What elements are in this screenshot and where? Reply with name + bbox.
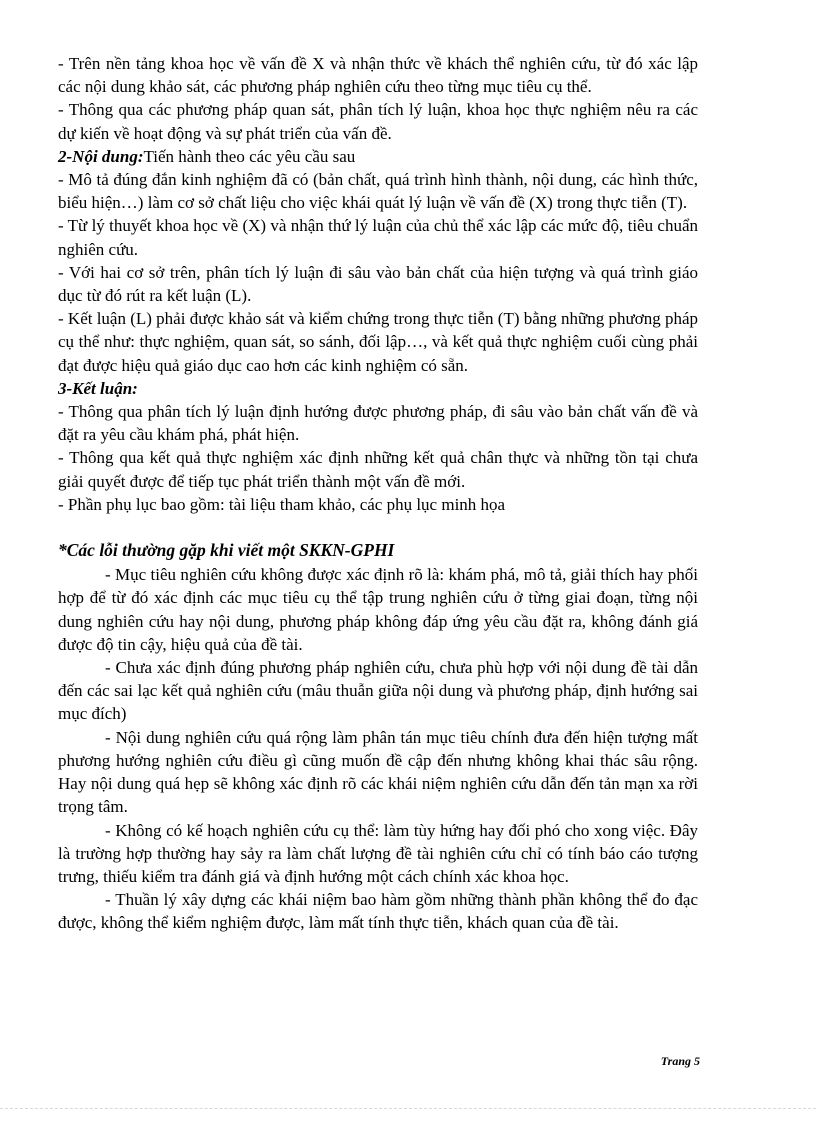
errors-paragraph-5: - Thuần lý xây dựng các khái niệm bao hàm gồm những thành phần không thể đo đạc được, không thể kiểm nghiệm được, làm mất tính thực tiễn, khách quan của đề tài. <box>58 890 698 933</box>
section-2-heading-tail: Tiến hành theo các yêu cầu sau <box>143 146 356 166</box>
section-3-paragraph-2: - Thông qua kết quả thực nghiệm xác định những kết quả chân thực và những tồn tại chưa giải quyết được để tiếp tục phát triển thành một vấn đề mới. <box>58 448 698 491</box>
section-2-paragraph-3: - Với hai cơ sở trên, phân tích lý luận đi sâu vào bản chất của hiện tượng và quá trình giáo dục từ đó rút ra kết luận (L). <box>58 262 698 306</box>
section-2-paragraph-1: - Mô tả đúng đắn kinh nghiệm đã có (bản chất, quá trình hình thành, nội dung, các hình thức, biểu hiện…) làm cơ sở chất liệu cho việc khái quát lý luận về vấn đề (X) trong thực tiễn (T). <box>58 170 698 213</box>
paragraph-intro-2: - Thông qua các phương pháp quan sát, phân tích lý luận, khoa học thực nghiệm nêu ra các dự kiến về hoạt động và sự phát triển của vấn đề. <box>58 100 698 143</box>
page-bottom-divider <box>0 1108 816 1109</box>
page-number: Trang 5 <box>660 1054 700 1068</box>
section-2-paragraph-2: - Từ lý thuyết khoa học về (X) và nhận thứ lý luận của chủ thể xác lập các mức độ, tiêu chuẩn nghiên cứu. <box>58 216 698 259</box>
document-page <box>58 52 698 935</box>
section-3-paragraph-1: - Thông qua phân tích lý luận định hướng được phương pháp, đi sâu vào bản chất vấn đề và đặt ra yêu cầu khám phá, phát hiện. <box>58 402 698 445</box>
section-2-heading-line <box>58 145 698 168</box>
errors-paragraph-1: - Mục tiêu nghiên cứu không được xác định rõ là: khám phá, mô tả, giải thích hay phối hợp để từ đó xác định các mục tiêu cụ thể tập trung nghiên cứu ở từng giai đoạn, từng nội dung nghiên cứu hay nội dung, phương pháp không đáp ứng yêu cầu đặt ra, không đánh giá được độ tin cậy, hiệu quả của đề tài. <box>58 565 698 654</box>
errors-paragraph-4: - Không có kế hoạch nghiên cứu cụ thể: làm tùy hứng hay đối phó cho xong việc. Đây là trường hợp thường hay sảy ra làm chất lượng đề tài nghiên cứu chỉ có tính báo cáo tượng trưng, thiếu kiểm tra đánh giá và định hướng một cách chính xác khoa học. <box>58 820 698 886</box>
errors-paragraph-3: - Nội dung nghiên cứu quá rộng làm phân tán mục tiêu chính đưa đến hiện tượng mất phương hướng nghiên cứu điều gì cũng muốn đề cập đến nhưng không khai thác sâu rộng. Hay nội dung quá hẹp sẽ không xác định rõ các khái niệm nghiên cứu dẫn đến tản mạn xa rời trọng tâm. <box>58 727 698 817</box>
section-2-paragraph-4: - Kết luận (L) phải được khảo sát và kiểm chứng trong thực tiễn (T) bằng những phương pháp cụ thể như: thực nghiệm, quan sát, so sánh, đối lập…, và kết quả thực nghiệm cuối cùng phải đạt được hiệu quả giáo dục cao hơn các kinh nghiệm có sẵn. <box>58 309 698 375</box>
errors-section-heading: *Các lỗi thường gặp khi viết một SKKN-GPHI <box>58 540 395 561</box>
section-2-heading: 2-Nội dung: <box>58 146 144 166</box>
section-3-paragraph-3: - Phần phụ lục bao gồm: tài liệu tham khảo, các phụ lục minh họa <box>58 494 506 514</box>
paragraph-intro-1: - Trên nền tảng khoa học về vấn đề X và nhận thức về khách thể nghiên cứu, từ đó xác lập các nội dung khảo sát, các phương pháp nghiên cứu theo từng mục tiêu cụ thể. <box>58 54 698 97</box>
section-3-heading: 3-Kết luận: <box>58 378 138 398</box>
errors-paragraph-2: - Chưa xác định đúng phương pháp nghiên cứu, chưa phù hợp với nội dung đề tài dẫn đến các sai lạc kết quả nghiên cứu (mâu thuẫn giữa nội dung và phương pháp, định hướng sai mục đích) <box>58 658 698 724</box>
